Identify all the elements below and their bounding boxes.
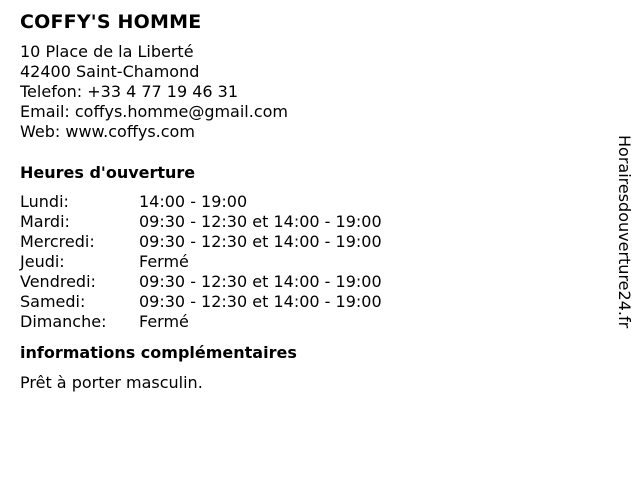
hours-row-mardi [20,212,600,232]
hours-time: Fermé [139,252,189,271]
site-watermark: Horairesdouverture24.fr [615,135,634,329]
hours-row-samedi [20,292,600,312]
hours-time: 09:30 - 12:30 et 14:00 - 19:00 [139,232,382,251]
email-line: Email: coffys.homme@gmail.com [20,102,289,121]
business-card [20,10,600,393]
address-street: 10 Place de la Liberté [20,42,194,61]
hours-day: Mercredi: [20,232,95,251]
hours-day: Mardi: [20,212,70,231]
hours-day: Jeudi: [20,252,65,271]
hours-row-jeudi [20,252,600,272]
hours-day: Dimanche: [20,312,107,331]
web-line: Web: www.coffys.com [20,122,195,141]
hours-day: Vendredi: [20,272,96,291]
hours-day: Samedi: [20,292,86,311]
business-name: COFFY'S HOMME [20,11,202,33]
address-city: 42400 Saint-Chamond [20,62,200,81]
hours-heading: Heures d'ouverture [20,163,196,182]
contact-block [20,42,600,142]
info-text: Prêt à porter masculin. [20,373,203,392]
hours-row-dimanche [20,312,600,332]
hours-day: Lundi: [20,192,69,211]
hours-time: 14:00 - 19:00 [139,192,248,211]
hours-row-vendredi [20,272,600,292]
hours-time: Fermé [139,312,189,331]
hours-time: 09:30 - 12:30 et 14:00 - 19:00 [139,272,382,291]
hours-row-lundi [20,192,600,212]
info-heading: informations complémentaires [20,343,297,362]
hours-time: 09:30 - 12:30 et 14:00 - 19:00 [139,212,382,231]
hours-table [20,192,600,332]
hours-row-mercredi [20,232,600,252]
hours-time: 09:30 - 12:30 et 14:00 - 19:00 [139,292,382,311]
phone-line: Telefon: +33 4 77 19 46 31 [20,82,239,101]
